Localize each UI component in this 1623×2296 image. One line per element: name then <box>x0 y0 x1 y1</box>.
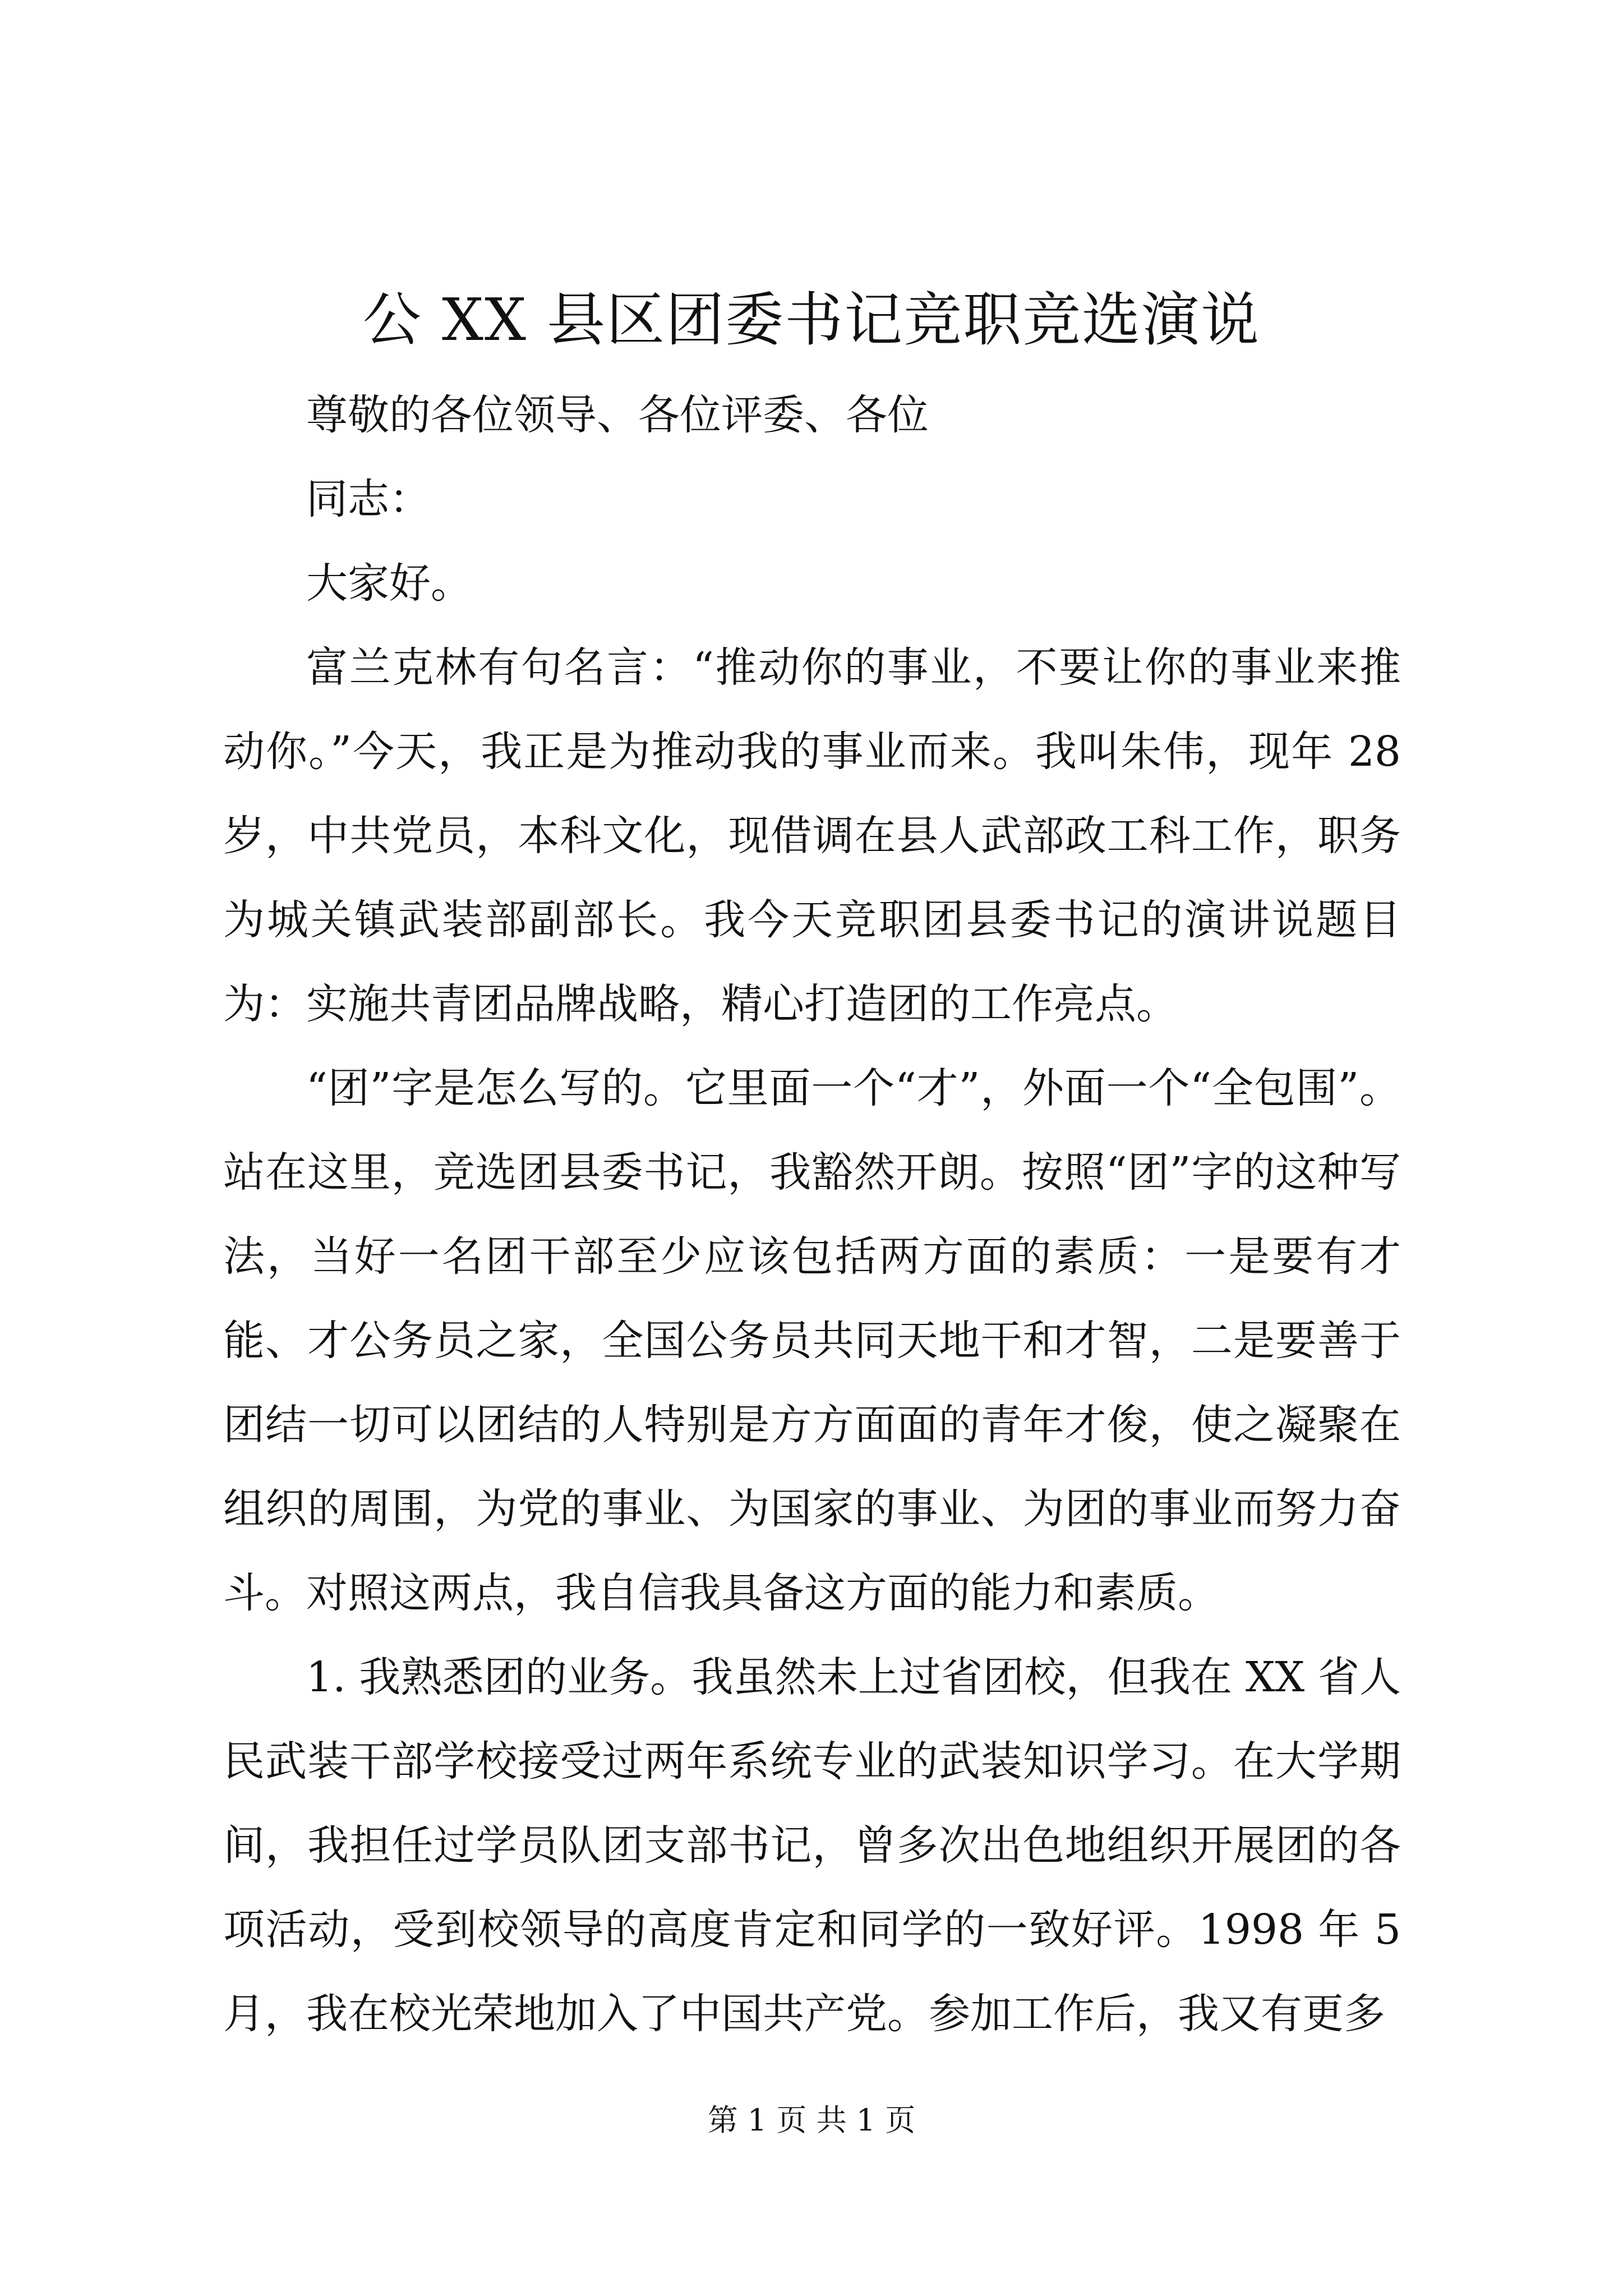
body-paragraph: “团”字是怎么写的。它里面一个“才”，外面一个“全包围”。站在这里，竞选团县委书记，我豁然开朗。按照“团”字的这种写法，当好一名团干部至少应该包括两方面的素质：一是要有才能、才公务员之家，全国公务员共同天地干和才智，二是要善于团结一切可以团结的人特别是方方面面的青年才俊，使之凝聚在组织的周围，为党的事业、为国家的事业、为团的事业而努力奋斗。对照这两点，我自信我具备这方面的能力和素质。 <box>223 1064 1401 1617</box>
salutation-line: 同志： <box>306 475 431 523</box>
body-paragraph: 富兰克林有句名言：“推动你的事业，不要让你的事业来推动你。”今天，我正是为推动我的事业而来。我叫朱伟，现年 28 岁，中共党员，本科文化，现借调在县人武部政工科工作，职务为城关镇武装部副部长。我今天竞职团县委书记的演讲说题目为：实施共青团品牌战略，精心打造团的工作亮点。 <box>223 643 1401 1028</box>
greeting-paragraph: 大家好。 <box>306 559 472 608</box>
page-footer: 第 1 页 共 1 页 <box>707 2102 916 2138</box>
document-body <box>223 373 1401 2056</box>
salutation-line: 尊敬的各位领导、各位评委、各位 <box>306 391 929 439</box>
document-title: 公 XX 县区团委书记竞职竞选演说 <box>362 286 1261 354</box>
body-paragraph: 1. 我熟悉团的业务。我虽然未上过省团校，但我在 XX 省人民武装干部学校接受过两年系统专业的武装知识学习。在大学期间，我担任过学员队团支部书记，曾多次出色地组织开展团的各项活动，受到校领导的高度肯定和同学的一致好评。1998 年 5 月，我在校光荣地加入了中国共产党。参加工作后，我又有更多 <box>223 1653 1401 2038</box>
